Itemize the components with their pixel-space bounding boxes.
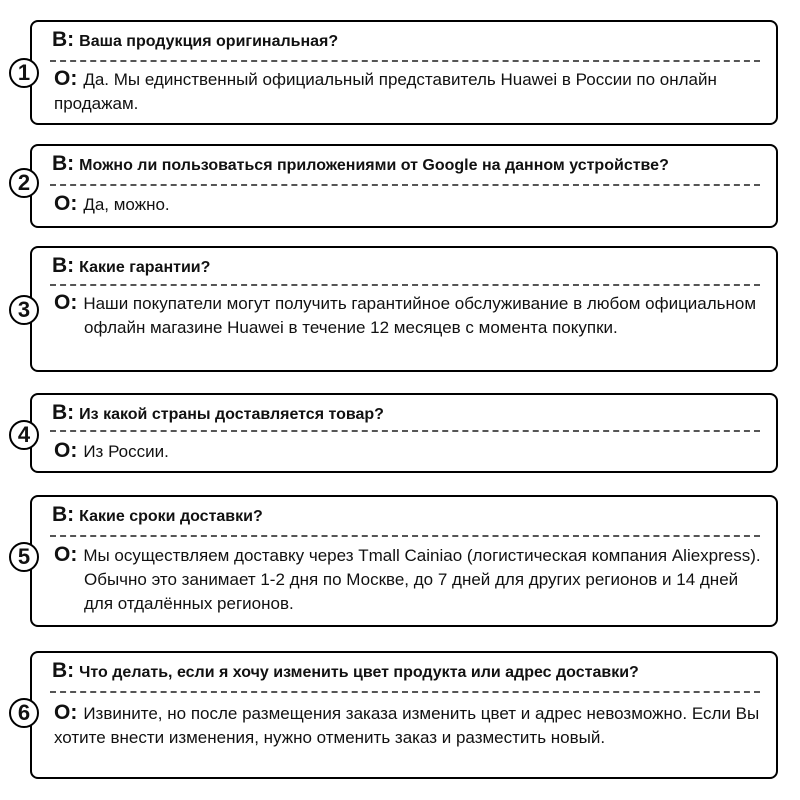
question-label: В:: [52, 503, 75, 526]
faq-card-5-content: [30, 495, 778, 627]
question-text: Можно ли пользоваться приложениями от Google на данном устройстве?: [79, 157, 669, 174]
answer-row: [54, 67, 768, 116]
question-label: В:: [52, 254, 75, 277]
answer-label: О:: [54, 67, 78, 90]
question-row: [52, 153, 770, 177]
answer-row: [54, 439, 768, 464]
faq-number-badge: 1: [9, 58, 39, 88]
question-label: В:: [52, 152, 75, 175]
question-row: [52, 660, 770, 684]
question-row: [52, 402, 770, 426]
question-row: [52, 29, 770, 53]
answer-label: О:: [54, 701, 78, 724]
answer-label: О:: [54, 192, 78, 215]
question-row: [52, 255, 770, 279]
faq-number-badge: 2: [9, 168, 39, 198]
answer-row: [54, 701, 768, 750]
question-text: Из какой страны доставляется товар?: [79, 406, 384, 423]
answer-row: [54, 543, 768, 616]
answer-label: О:: [54, 291, 78, 314]
answer-text: Наши покупатели могут получить гарантийное обслуживание в любом официальном офлайн магазине Huawei в течение 12 месяцев с момента покупки.: [83, 294, 757, 337]
answer-label: О:: [54, 543, 78, 566]
question-row: [52, 504, 770, 528]
faq-number-badge: 4: [9, 420, 39, 450]
dashed-divider: [50, 284, 760, 286]
faq-card-6-content: [30, 651, 778, 779]
question-label: В:: [52, 401, 75, 424]
answer-text: Мы осуществляем доставку через Tmall Cainiao (логистическая компания Aliexpress). Обычно это занимает 1-2 дня по Москве, до 7 дней для других регионов и 14 дней для отдалённых регионов.: [83, 546, 761, 613]
question-label: В:: [52, 28, 75, 51]
faq-number-badge: 5: [9, 542, 39, 572]
answer-text: Да, можно.: [83, 195, 170, 214]
question-text: Какие гарантии?: [79, 259, 211, 276]
dashed-divider: [50, 535, 760, 537]
question-label: В:: [52, 659, 75, 682]
dashed-divider: [50, 691, 760, 693]
answer-row: [54, 192, 768, 217]
dashed-divider: [50, 430, 760, 432]
faq-card-1-content: [30, 20, 778, 125]
faq-card-4-content: [30, 393, 778, 473]
answer-row: [54, 291, 768, 340]
question-text: Какие сроки доставки?: [79, 508, 263, 525]
answer-label: О:: [54, 439, 78, 462]
faq-card-3-content: [30, 246, 778, 372]
answer-text: Извините, но после размещения заказа изменить цвет и адрес невозможно. Если Вы хотите внести изменения, нужно отменить заказ и разместить новый.: [54, 704, 760, 747]
dashed-divider: [50, 184, 760, 186]
dashed-divider: [50, 60, 760, 62]
faq-card-2-content: [30, 144, 778, 228]
faq-number-badge: 6: [9, 698, 39, 728]
faq-number-badge: 3: [9, 295, 39, 325]
question-text: Что делать, если я хочу изменить цвет продукта или адрес доставки?: [79, 664, 639, 681]
question-text: Ваша продукция оригинальная?: [79, 33, 339, 50]
answer-text: Да. Мы единственный официальный представитель Huawei в России по онлайн продажам.: [54, 70, 717, 113]
answer-text: Из России.: [83, 442, 169, 461]
